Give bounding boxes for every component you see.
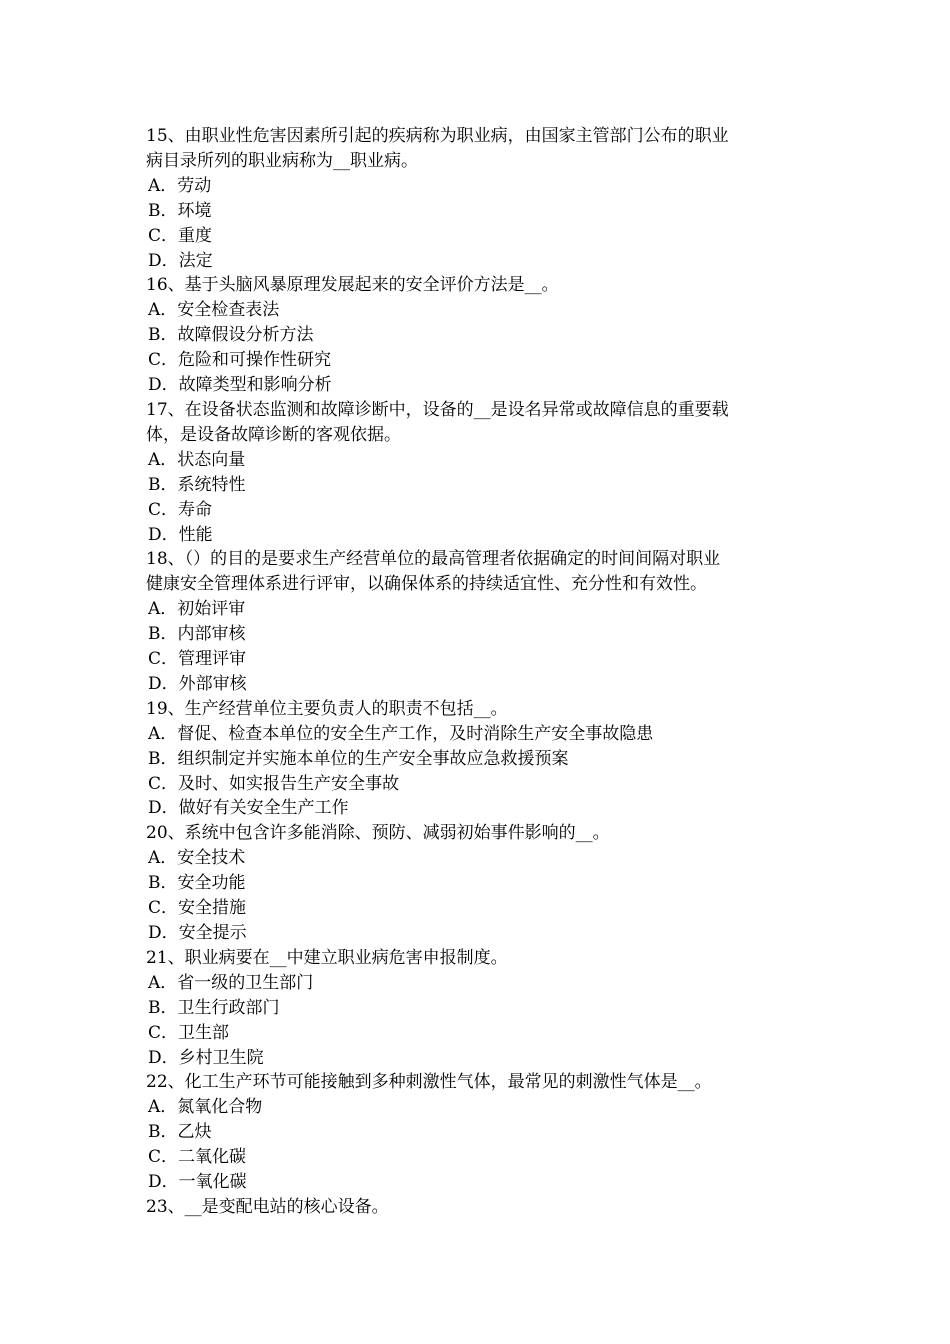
question-18 (146, 547, 826, 696)
option-a: A．安全检查表法 (148, 300, 280, 321)
option-a: A．初始评审 (148, 599, 246, 620)
question-text: 21、职业病要在__中建立职业病危害申报制度。 (146, 947, 508, 968)
option-c: C．及时、如实报告生产安全事故 (148, 773, 400, 794)
question-15 (146, 124, 826, 273)
option-c: C．卫生部 (148, 1022, 230, 1043)
option-a: A．省一级的卫生部门 (148, 972, 314, 993)
option-a: A．劳动 (148, 175, 212, 196)
option-b: B．内部审核 (148, 624, 246, 645)
option-c: C．安全措施 (148, 898, 247, 919)
question-text: 15、由职业性危害因素所引起的疾病称为职业病，由国家主管部门公布的职业 (146, 126, 729, 146)
question-text: 20、系统中包含许多能消除、预防、减弱初始事件影响的__。 (146, 823, 610, 844)
option-d: D．做好有关安全生产工作 (148, 798, 349, 819)
option-c: C．危险和可操作性研究 (148, 350, 332, 371)
option-c: C．寿命 (148, 499, 213, 520)
question-text: 健康安全管理体系进行评审，以确保体系的持续适宜性、充分性和有效性。 (146, 574, 707, 595)
question-19 (146, 697, 826, 822)
option-d: D．乡村卫生院 (148, 1047, 264, 1068)
question-21 (146, 946, 826, 1071)
question-text: 23、__是变配电站的核心设备。 (146, 1196, 389, 1217)
question-23 (146, 1195, 826, 1220)
question-text: 17、在设备状态监测和故障诊断中，设备的__是设名异常或故障信息的重要载 (146, 399, 729, 420)
option-c: C．二氧化碳 (148, 1147, 247, 1168)
question-text: 19、生产经营单位主要负责人的职责不包括__。 (146, 698, 508, 719)
question-text: 体，是设备故障诊断的客观依据。 (146, 424, 401, 445)
option-a: A．状态向量 (148, 449, 246, 470)
option-b: B．组织制定并实施本单位的生产安全事故应急救援预案 (148, 748, 569, 769)
option-b: B．乙炔 (148, 1122, 212, 1143)
question-16 (146, 273, 826, 398)
option-d: D．外部审核 (148, 673, 247, 694)
question-22 (146, 1070, 826, 1195)
option-d: D．一氧化碳 (148, 1172, 247, 1193)
question-17 (146, 398, 826, 547)
question-text: 18、（）的目的是要求生产经营单位的最高管理者依据确定的时间间隔对职业 (146, 549, 721, 570)
option-a: A．督促、检查本单位的安全生产工作，及时消除生产安全事故隐患 (148, 723, 654, 744)
option-c: C．重度 (148, 225, 213, 246)
option-c: C．管理评审 (148, 649, 247, 670)
question-20 (146, 821, 826, 946)
question-text: 病目录所列的职业病称为__职业病。 (146, 150, 418, 171)
option-d: D．安全提示 (148, 923, 247, 943)
option-b: B．系统特性 (148, 474, 246, 495)
option-b: B．环境 (148, 200, 212, 221)
option-b: B．安全功能 (148, 873, 246, 894)
option-b: B．卫生行政部门 (148, 997, 280, 1018)
option-d: D．性能 (148, 524, 213, 545)
option-a: A．安全技术 (148, 848, 246, 869)
option-d: D．故障类型和影响分析 (148, 375, 332, 396)
option-b: B．故障假设分析方法 (148, 325, 314, 346)
question-text: 16、基于头脑风暴原理发展起来的安全评价方法是__。 (146, 275, 559, 296)
option-a: A．氮氧化合物 (148, 1097, 263, 1118)
option-d: D．法定 (148, 250, 213, 271)
question-list (146, 124, 826, 1220)
question-text: 22、化工生产环节可能接触到多种刺激性气体，最常见的刺激性气体是__。 (146, 1072, 712, 1093)
